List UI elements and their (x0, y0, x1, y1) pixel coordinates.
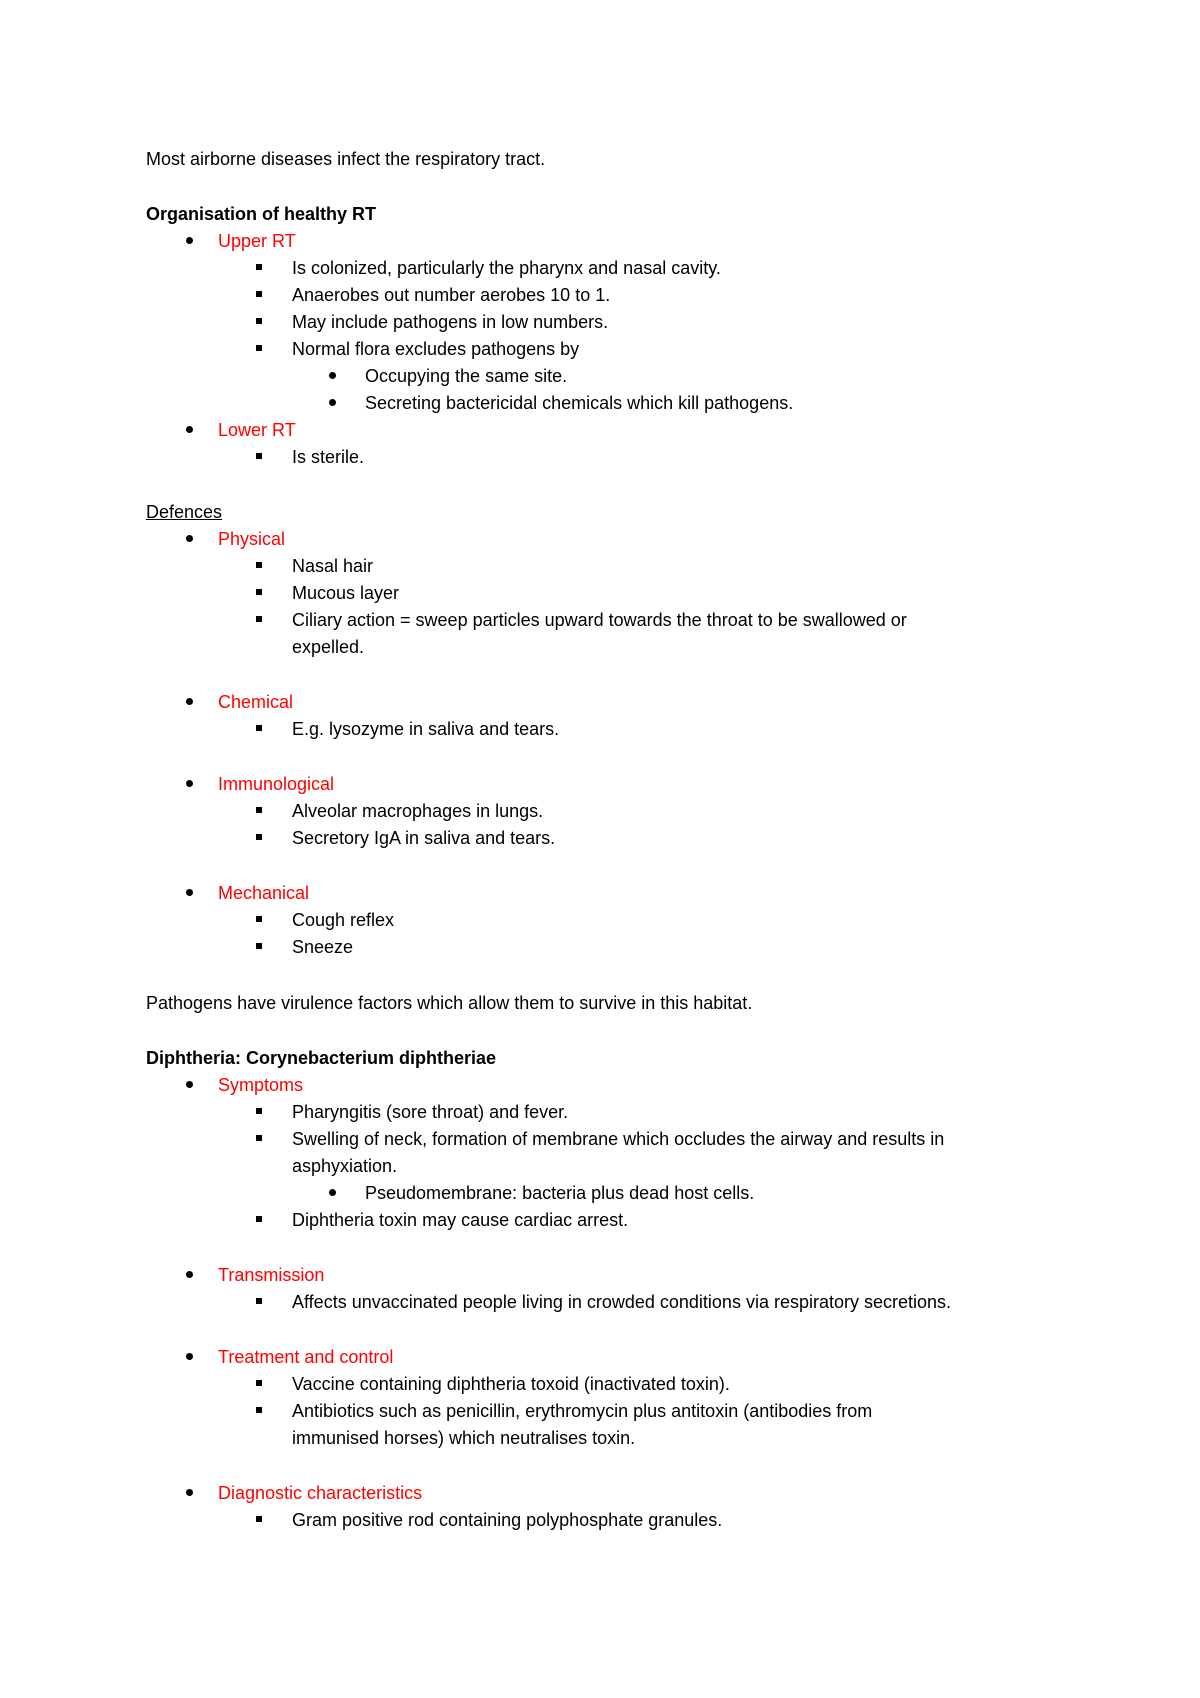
treatment-label: Treatment and control (218, 1347, 394, 1367)
bullet-square-icon (256, 264, 262, 270)
bullet-square-icon (256, 807, 262, 813)
bullet-square-icon (256, 616, 262, 622)
diagnostic-label: Diagnostic characteristics (218, 1483, 423, 1503)
list-item: Is sterile. (292, 447, 365, 467)
list-item: Cough reflex (292, 910, 395, 930)
list-item: Alveolar macrophages in lungs. (292, 801, 544, 821)
list-item: Vaccine containing diphtheria toxoid (inactivated toxin). (292, 1374, 730, 1394)
list-item: Pharyngitis (sore throat) and fever. (292, 1102, 569, 1122)
list-item: Pseudomembrane: bacteria plus dead host cells. (365, 1183, 755, 1203)
list-item-continuation: expelled. (292, 637, 365, 657)
list-item: Ciliary action = sweep particles upward towards the throat to be swallowed or (292, 610, 907, 630)
bullet-square-icon (256, 318, 262, 324)
list-item: Mucous layer (292, 583, 400, 603)
bullet-dot-icon (186, 780, 193, 787)
list-item: Nasal hair (292, 556, 374, 576)
bullet-square-icon (256, 1108, 262, 1114)
bullet-square-icon (256, 1516, 262, 1522)
list-item: Normal flora excludes pathogens by (292, 339, 580, 359)
bullet-square-icon (256, 1135, 262, 1141)
bullet-dot-icon (186, 1271, 193, 1278)
immunological-label: Immunological (218, 774, 335, 794)
list-item: Swelling of neck, formation of membrane which occludes the airway and results in (292, 1129, 945, 1149)
list-item: Diphtheria toxin may cause cardiac arrest. (292, 1210, 629, 1230)
bullet-dot-icon (329, 399, 336, 406)
mechanical-label: Mechanical (218, 883, 310, 903)
list-item: E.g. lysozyme in saliva and tears. (292, 719, 560, 739)
bullet-square-icon (256, 345, 262, 351)
bullet-square-icon (256, 1216, 262, 1222)
org-heading: Organisation of healthy RT (146, 204, 377, 224)
list-item-continuation: asphyxiation. (292, 1156, 398, 1176)
list-item: Sneeze (292, 937, 354, 957)
list-item: Secretory IgA in saliva and tears. (292, 828, 556, 848)
list-item: May include pathogens in low numbers. (292, 312, 609, 332)
defences-heading: Defences (146, 502, 223, 522)
bullet-dot-icon (186, 1081, 193, 1088)
list-item: Is colonized, particularly the pharynx and nasal cavity. (292, 258, 721, 278)
bullet-square-icon (256, 1298, 262, 1304)
list-item-continuation: immunised horses) which neutralises toxin. (292, 1428, 636, 1448)
bullet-dot-icon (186, 698, 193, 705)
bullet-square-icon (256, 291, 262, 297)
bullet-square-icon (256, 562, 262, 568)
bullet-dot-icon (186, 237, 193, 244)
bullet-dot-icon (186, 426, 193, 433)
bullet-square-icon (256, 943, 262, 949)
bullet-dot-icon (186, 1353, 193, 1360)
list-item: Antibiotics such as penicillin, erythromycin plus antitoxin (antibodies from (292, 1401, 873, 1421)
chemical-label: Chemical (218, 692, 294, 712)
bullet-square-icon (256, 589, 262, 595)
list-item: Anaerobes out number aerobes 10 to 1. (292, 285, 611, 305)
bullet-square-icon (256, 1407, 262, 1413)
list-item: Gram positive rod containing polyphosphate granules. (292, 1510, 723, 1530)
bullet-square-icon (256, 916, 262, 922)
bullet-square-icon (256, 1380, 262, 1386)
symptoms-label: Symptoms (218, 1075, 304, 1095)
upper-rt-label: Upper RT (218, 231, 296, 251)
list-item: Secreting bactericidal chemicals which kill pathogens. (365, 393, 794, 413)
list-item: Affects unvaccinated people living in crowded conditions via respiratory secretions. (292, 1292, 952, 1312)
transmission-label: Transmission (218, 1265, 325, 1285)
lower-rt-label: Lower RT (218, 420, 296, 440)
bullet-dot-icon (186, 535, 193, 542)
bullet-dot-icon (329, 372, 336, 379)
intro-text: Most airborne diseases infect the respiratory tract. (146, 149, 546, 169)
bullet-dot-icon (186, 889, 193, 896)
bullet-dot-icon (329, 1189, 336, 1196)
bullet-square-icon (256, 834, 262, 840)
list-item: Occupying the same site. (365, 366, 568, 386)
physical-label: Physical (218, 529, 286, 549)
bullet-dot-icon (186, 1489, 193, 1496)
bullet-square-icon (256, 453, 262, 459)
diphtheria-heading: Diphtheria: Corynebacterium diphtheriae (146, 1048, 497, 1068)
bullet-square-icon (256, 725, 262, 731)
pathogens-note: Pathogens have virulence factors which allow them to survive in this habitat. (146, 993, 753, 1013)
